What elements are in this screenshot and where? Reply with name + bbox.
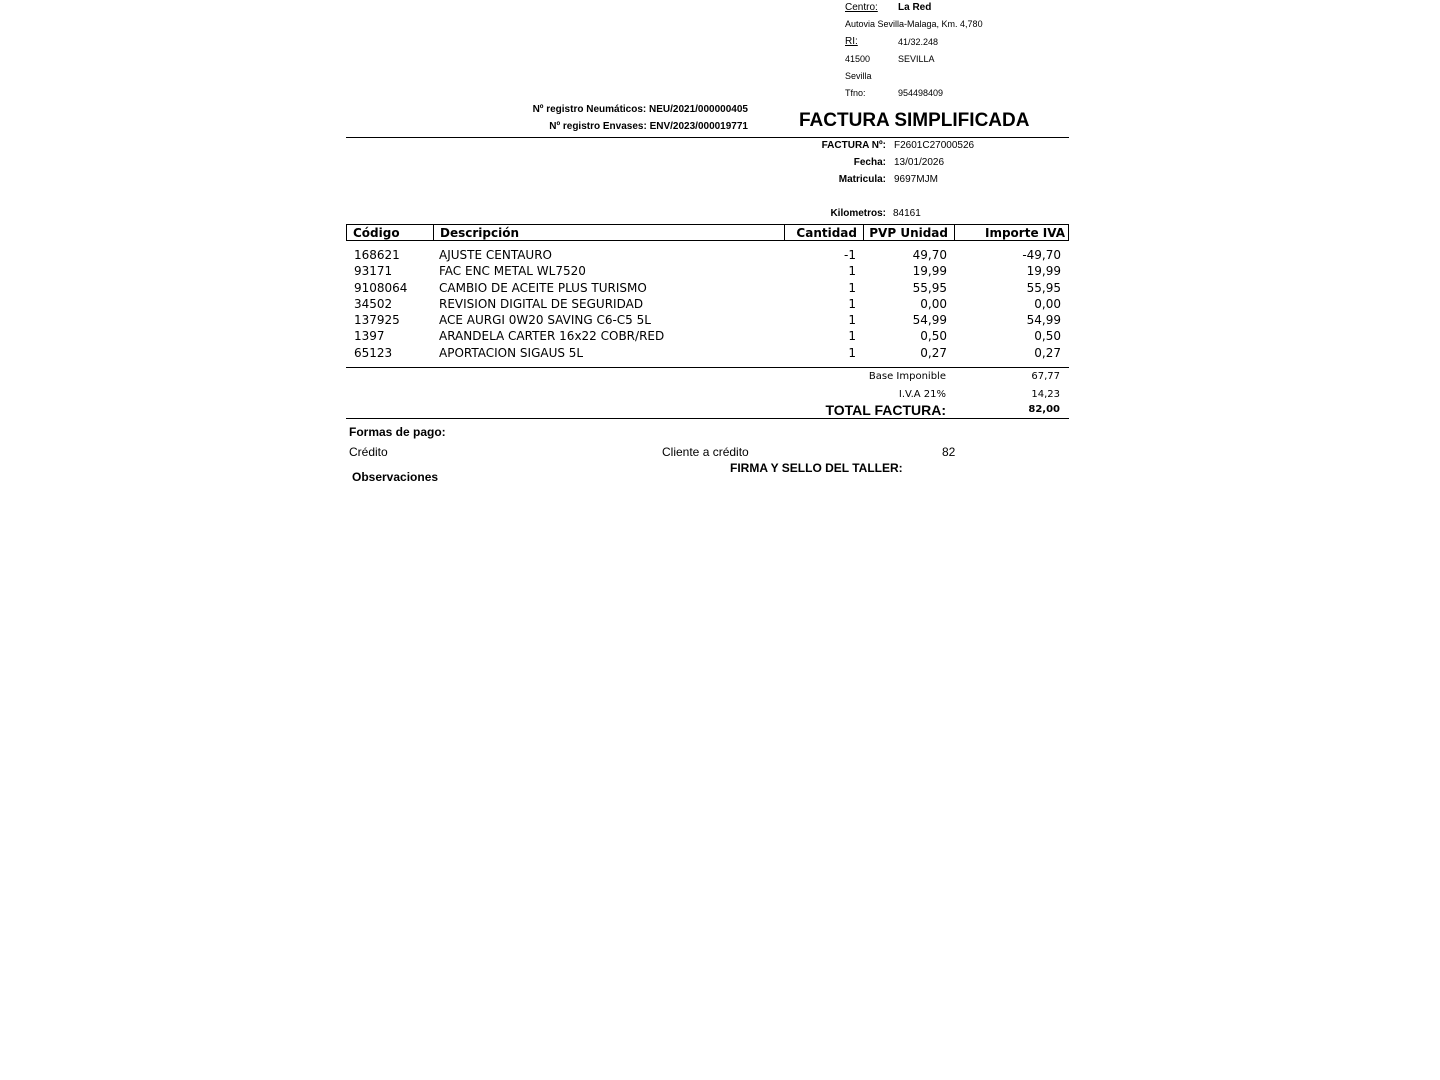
base-imponible-value: 67,77 <box>1031 371 1060 382</box>
cell-importe: 0,00 <box>1034 296 1061 311</box>
ri-value: 41/32.248 <box>898 37 939 47</box>
cell-descripcion: FAC ENC METAL WL7520 <box>439 264 586 279</box>
signature-label: FIRMA Y SELLO DEL TALLER: <box>730 461 903 475</box>
cell-descripcion: AJUSTE CENTAURO <box>439 248 552 262</box>
cell-cantidad: 1 <box>848 264 856 279</box>
cell-cantidad: -1 <box>844 248 856 262</box>
centro-label: Centro: <box>845 2 878 13</box>
cell-descripcion: ARANDELA CARTER 16x22 COBR/RED <box>439 329 665 344</box>
cell-pvp: 0,50 <box>920 329 947 344</box>
postal-code: 41500 <box>845 54 871 64</box>
cell-pvp: 54,99 <box>912 313 947 328</box>
cell-pvp: 49,70 <box>912 248 947 262</box>
city-upper: SEVILLA <box>898 54 935 64</box>
plate-label: Matricula: <box>838 174 886 185</box>
totals-divider <box>346 418 1069 419</box>
header-cantidad: Cantidad <box>785 225 864 240</box>
registro-neumaticos: Nº registro Neumáticos: NEU/2021/000000405 <box>532 104 748 115</box>
cell-descripcion: REVISION DIGITAL DE SEGURIDAD <box>439 296 644 311</box>
cell-descripcion: APORTACION SIGAUS 5L <box>439 345 584 360</box>
header-descripcion: Descripción <box>434 225 785 240</box>
cell-importe: 54,99 <box>1026 313 1061 328</box>
cell-codigo: 137925 <box>354 313 400 328</box>
payment-label: Formas de pago: <box>349 425 446 439</box>
cell-pvp: 19,99 <box>912 264 947 279</box>
cell-cantidad: 1 <box>848 345 856 360</box>
cell-pvp: 55,95 <box>912 280 947 295</box>
centro-address: Autovia Sevilla-Malaga, Km. 4,780 <box>845 19 983 29</box>
observaciones-label: Observaciones <box>352 470 439 484</box>
phone-number: 954498409 <box>898 88 944 98</box>
table-bottom-divider <box>346 367 1069 368</box>
centro-name: La Red <box>898 2 932 13</box>
invoice-date-label: Fecha: <box>853 157 886 168</box>
payment-client: Cliente a crédito <box>662 445 749 459</box>
table-row <box>346 345 1069 361</box>
ri-label: RI: <box>845 36 858 47</box>
base-imponible-label: Base Imponible <box>868 371 946 382</box>
cell-descripcion: CAMBIO DE ACEITE PLUS TURISMO <box>439 280 647 295</box>
table-row <box>346 312 1069 328</box>
items-table-header <box>346 224 1069 241</box>
cell-cantidad: 1 <box>848 280 856 295</box>
cell-codigo: 1397 <box>354 329 385 344</box>
invoice-date: 13/01/2026 <box>894 157 945 168</box>
table-row <box>346 280 1069 296</box>
cell-pvp: 0,00 <box>920 296 947 311</box>
cell-codigo: 93171 <box>354 264 393 279</box>
header-pvp-unidad: PVP Unidad <box>864 225 955 240</box>
table-row <box>346 247 1069 263</box>
total-factura-label: TOTAL FACTURA: <box>825 402 946 418</box>
registro-envases: Nº registro Envases: ENV/2023/000019771 <box>549 121 748 132</box>
table-row <box>346 328 1069 344</box>
payment-amount: 82 <box>942 445 956 459</box>
document-title: FACTURA SIMPLIFICADA <box>799 110 1030 131</box>
header-codigo: Código <box>347 225 434 240</box>
invoice-number: F2601C27000526 <box>894 140 975 151</box>
header-divider <box>346 137 1069 138</box>
items-table-body <box>346 247 1069 361</box>
cell-codigo: 9108064 <box>354 280 408 295</box>
cell-codigo: 34502 <box>354 296 393 311</box>
invoice-number-label: FACTURA Nº: <box>821 140 886 151</box>
header-importe: Importe IVA <box>985 226 1065 240</box>
city: Sevilla <box>845 71 872 81</box>
iva-label: I.V.A 21% <box>898 389 946 400</box>
cell-importe: 19,99 <box>1026 264 1061 279</box>
cell-cantidad: 1 <box>848 313 856 328</box>
cell-cantidad: 1 <box>848 296 856 311</box>
cell-codigo: 65123 <box>354 345 393 360</box>
cell-importe: 0,27 <box>1034 345 1061 360</box>
cell-codigo: 168621 <box>354 248 400 262</box>
iva-value: 14,23 <box>1031 389 1060 400</box>
table-row <box>346 263 1069 279</box>
phone-label: Tfno: <box>845 88 866 98</box>
km-label: Kilometros: <box>830 208 886 219</box>
cell-importe: 0,50 <box>1034 329 1061 344</box>
payment-method: Crédito <box>349 445 388 459</box>
total-factura-value: 82,00 <box>1028 404 1060 415</box>
cell-pvp: 0,27 <box>920 345 947 360</box>
cell-importe: 55,95 <box>1026 280 1061 295</box>
cell-descripcion: ACE AURGI 0W20 SAVING C6-C5 5L <box>439 313 651 328</box>
table-row <box>346 296 1069 312</box>
km-value: 84161 <box>893 208 921 219</box>
cell-importe: -49,70 <box>1022 248 1061 262</box>
cell-cantidad: 1 <box>848 329 856 344</box>
plate-number: 9697MJM <box>894 174 938 185</box>
